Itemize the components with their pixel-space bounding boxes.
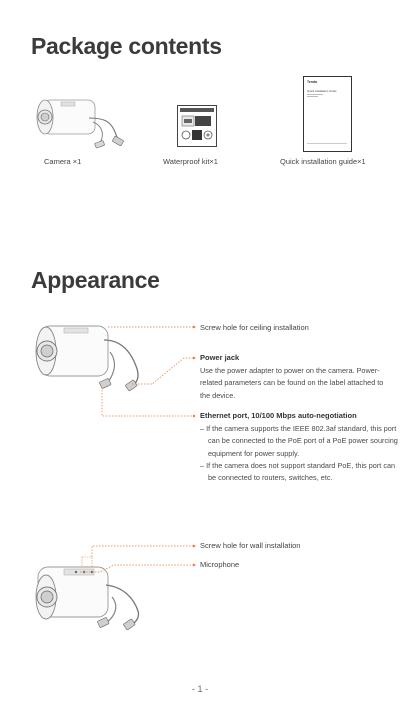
guide-line (307, 94, 323, 95)
wall-screw-label: Screw hole for wall installation (200, 541, 301, 550)
callout-arrow-icon (193, 564, 196, 567)
callout-power-jack (132, 358, 193, 384)
page-number: - 1 - (191, 684, 208, 694)
callout-wall-screw-box (82, 557, 92, 567)
guide-title: Quick Installation Guide (307, 89, 337, 93)
guide-brand: Tenda (307, 80, 318, 84)
callout-wall-screw (92, 546, 193, 557)
waterproof-kit-illustration (177, 105, 217, 147)
quick-guide-caption: Quick installation guide×1 (280, 157, 366, 166)
guide-line (307, 143, 347, 144)
callout-arrow-icon (193, 357, 196, 360)
callout-arrow-icon (193, 545, 196, 548)
waterproof-kit-caption: Waterproof kit×1 (163, 157, 218, 166)
guide-line (307, 96, 318, 97)
ethernet-bullet-2: – If the camera does not support standard PoE, this port can be connected to routers, switches, etc. (200, 461, 396, 483)
callout-arrow-icon (193, 415, 196, 418)
microphone-label: Microphone (200, 560, 240, 569)
appearance-heading: Appearance (31, 267, 160, 293)
package-contents-heading: Package contents (31, 33, 222, 59)
power-jack-title-text: Power jack (200, 353, 240, 362)
ethernet-title (200, 410, 357, 423)
camera-illustration (33, 92, 133, 152)
callout-ethernet-port (102, 387, 193, 416)
ceiling-screw-label: Screw hole for ceiling installation (200, 323, 309, 332)
power-jack-title (200, 352, 239, 365)
ethernet-bullet-1: – If the camera supports the IEEE 802.3af standard, this port can be connected to the PoE port of a PoE power sourcing equipment for power supply. (200, 424, 398, 458)
quick-guide-illustration (303, 76, 352, 152)
power-jack-desc: Use the power adapter to power on the camera. Power-related parameters can be found on the label attached to the device. (200, 366, 384, 400)
callout-arrow-icon (193, 326, 196, 329)
camera-caption: Camera ×1 (44, 157, 82, 166)
ethernet-title-text: Ethernet port, 10/100 Mbps auto-negotiation (200, 411, 357, 420)
